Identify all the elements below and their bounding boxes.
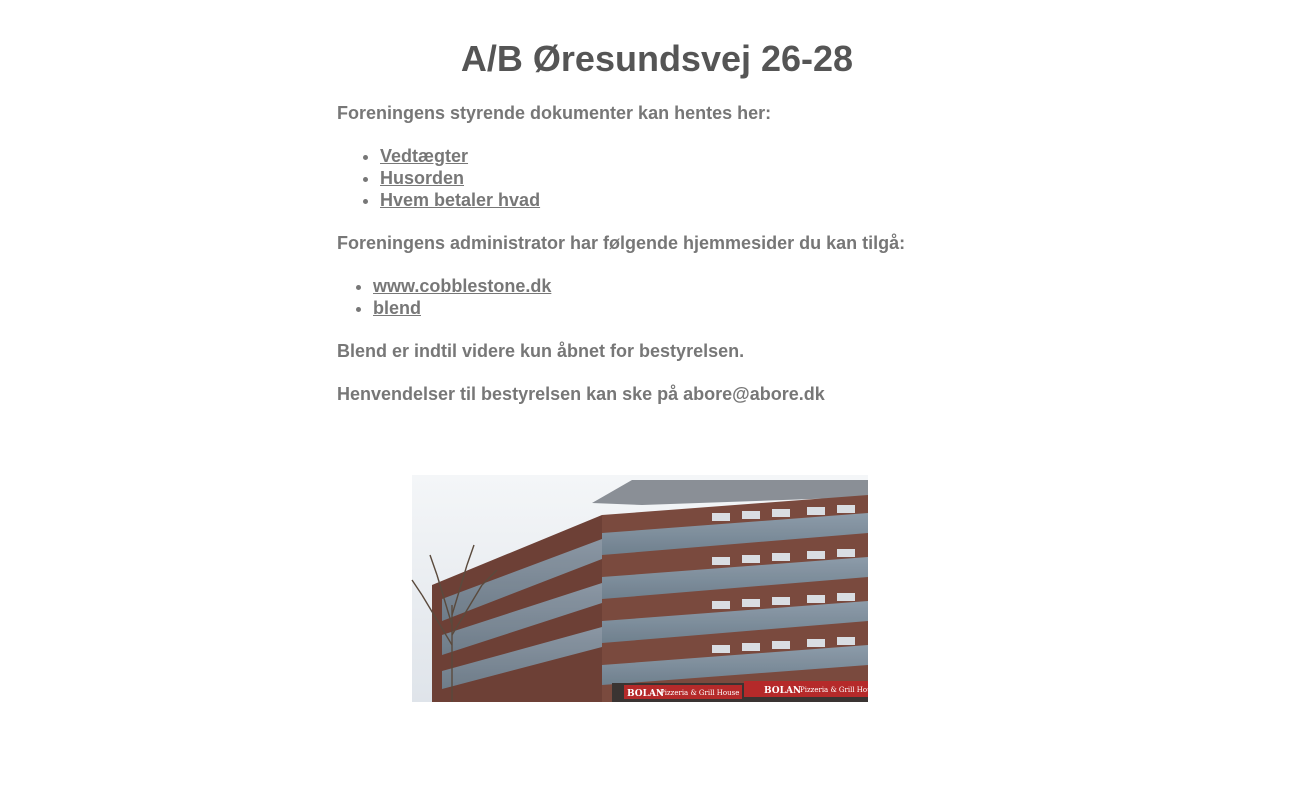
link-husorden[interactable]: Husorden	[380, 168, 465, 188]
shop-sign-left: BOLAN	[627, 689, 665, 699]
main-content	[337, 102, 977, 426]
page-title: A/B Øresundsvej 26-28	[460, 38, 854, 79]
list-item	[380, 145, 977, 167]
link-hvem-betaler-hvad[interactable]: Hvem betaler hvad	[380, 190, 541, 210]
link-vedtaegter[interactable]: Vedtægter	[380, 146, 469, 166]
documents-intro: Foreningens styrende dokumenter kan hentes her:	[337, 103, 772, 123]
list-item	[380, 189, 977, 211]
list-item	[373, 297, 977, 319]
link-blend[interactable]: blend	[373, 298, 421, 318]
documents-list	[337, 145, 977, 211]
contact-text: Henvendelser til bestyrelsen kan ske på abore@abore.dk	[337, 384, 825, 404]
link-cobblestone[interactable]: www.cobblestone.dk	[373, 276, 552, 296]
building-photo	[412, 475, 880, 702]
shop-sign-right-sub: Pizzeria & Grill House	[800, 686, 880, 694]
administrator-intro: Foreningens administrator har følgende hjemmesider du kan tilgå:	[337, 233, 906, 253]
blend-note: Blend er indtil videre kun åbnet for bestyrelsen.	[337, 341, 745, 361]
list-item	[380, 167, 977, 189]
administrator-list	[337, 275, 977, 319]
shop-sign-right: BOLAN	[764, 686, 802, 696]
list-item	[373, 275, 977, 297]
shop-sign-left-sub: Pizzeria & Grill House	[660, 689, 740, 697]
